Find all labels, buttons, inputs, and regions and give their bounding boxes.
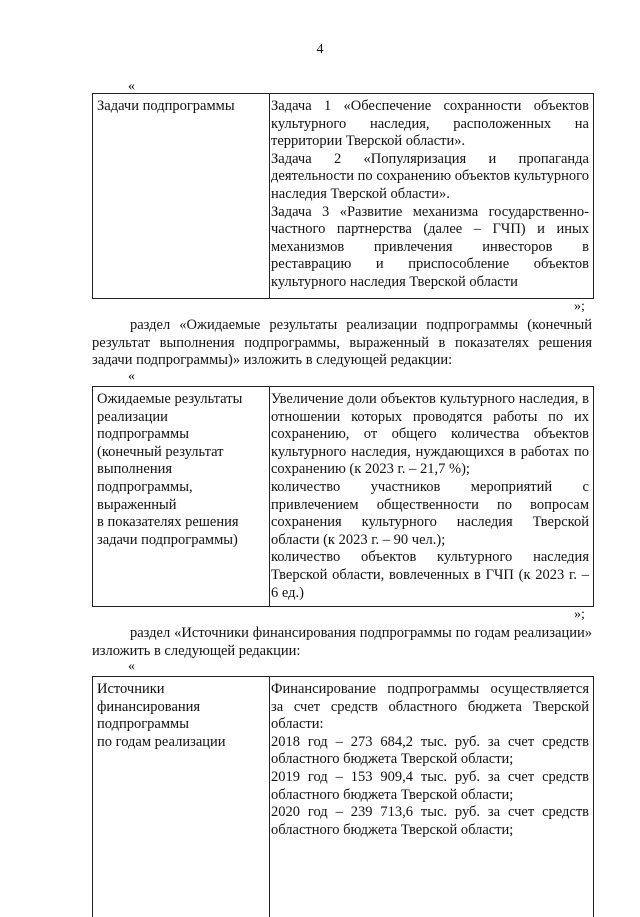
opening-quote: « <box>128 79 135 94</box>
section-instruction-results: раздел «Ожидаемые результаты реализации подпрограммы (конечный результат выполнения подпрограммы, выраженный в показателях решения задачи подпрограммы)» изложить в следующей редакции: <box>92 317 592 369</box>
page-number: 4 <box>316 42 324 57</box>
column-divider <box>269 94 270 298</box>
funding-intro: Финансирование подпрограммы осуществляется за счет средств областного бюджета Тверской области: <box>271 681 589 733</box>
closing-quote: »; <box>574 607 585 622</box>
funding-content <box>271 681 589 839</box>
task-2: Задача 2 «Популяризация и пропаганда деятельности по сохранению объектов культурного наследия Тверской области». <box>271 150 589 202</box>
column-divider <box>269 677 270 917</box>
task-3: Задача 3 «Развитие механизма государственно-частного партнерства (далее – ГЧП) и иных механизмов привлечения инвесторов в реставрацию и приспособление объектов культурного наследия Тверской области <box>271 203 589 290</box>
opening-quote: « <box>128 659 135 674</box>
funding-table <box>92 676 594 917</box>
task-1: Задача 1 «Обеспечение сохранности объектов культурного наследия, расположенных на территории Тверской области». <box>271 98 589 150</box>
funding-year: 2019 год – 153 909,4 тыс. руб. за счет средств областного бюджета Тверской области; <box>271 768 589 803</box>
result-item: количество участников мероприятий с привлечением общественности по вопросам сохранения культурного наследия Тверской области (к 2023 г. – 90 чел.); <box>271 478 589 548</box>
result-item: Увеличение доли объектов культурного наследия, в отношении которых проводятся работы по их сохранению, от общего количества объектов культурного наследия, нуждающихся в работах по сохранению (к 2023 г. – 21,7 %); <box>271 391 589 478</box>
results-table <box>92 386 594 607</box>
tasks-label: Задачи подпрограммы <box>97 98 235 114</box>
results-label: Ожидаемые результаты реализации подпрограммы (конечный результат выполнения подпрограммы, выраженный в показателях решения задачи подпрограммы) <box>97 391 243 548</box>
funding-year: 2018 год – 273 684,2 тыс. руб. за счет средств областного бюджета Тверской области; <box>271 733 589 768</box>
tasks-content <box>271 98 589 292</box>
opening-quote: « <box>128 369 135 384</box>
closing-quote: »; <box>574 299 585 314</box>
tasks-table <box>92 93 594 299</box>
column-divider <box>269 387 270 606</box>
section-instruction-funding: раздел «Источники финансирования подпрограммы по годам реализации» изложить в следующей редакции: <box>92 625 592 659</box>
result-item: количество объектов культурного наследия Тверской области, вовлеченных в ГЧП (к 2023 г. – 6 ед.) <box>271 549 589 601</box>
funding-label: Источники финансирования подпрограммы по годам реализации <box>97 681 226 750</box>
results-content <box>271 391 589 602</box>
funding-year: 2020 год – 239 713,6 тыс. руб. за счет средств областного бюджета Тверской области; <box>271 804 589 838</box>
